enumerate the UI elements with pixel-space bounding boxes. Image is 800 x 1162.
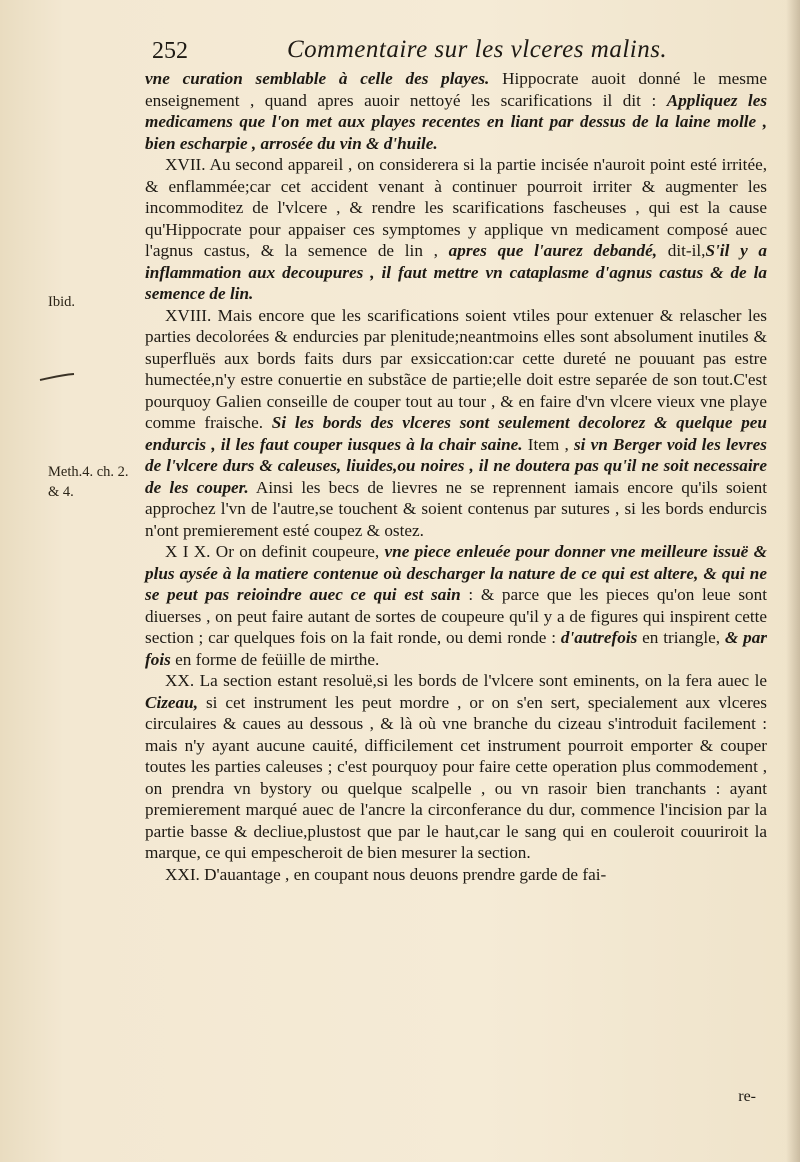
paragraph: [145, 154, 767, 305]
italic-passage: si vn Berger void les levres de l'vlcere durs & caleuses, liuides,ou noires , il ne doutera pas qu'il ne soit necessaire de les couper.: [145, 434, 767, 497]
paragraph: [145, 864, 767, 886]
text-passage: Ainsi les becs de lievres ne se reprennent iamais encore qu'ils soient approchez l'vn de l'autre,se touchent & soient contenus par sutures , si les bords endurcis n'ont premierement esté coupez & ostez.: [145, 477, 767, 540]
italic-passage: S'il y a inflammation aux decoupures , il faut mettre vn cataplasme d'agnus castus & de la semence de lin.: [145, 241, 768, 303]
paragraph: [145, 670, 767, 864]
italic-passage: vne curation semblable à celle des playes.: [145, 69, 490, 88]
text-passage: Item ,: [522, 434, 574, 454]
italic-passage: & par fois: [145, 628, 767, 669]
italic-passage: Si les bords des vlceres sont seulement decolorez & quelque peu endurcis , il les faut couper iusques à la chair saine.: [145, 413, 767, 454]
paragraph: [145, 541, 767, 670]
text-passage: XVIII. Mais encore que les scarifications soient vtiles pour extenuer & relascher les parties decolorées & endurcies par plenitude;neantmoins elles sont absolument inutiles & superfluës aux bords faits durs par exsiccation:car cette dureté ne pouuant pas estre humectée,n'y estre conuertie en substãce de partie;elle doit estre separée de son tout.C'est pourquoy Galien conseille de couper tout au tour , & en faire d'vn vlcere vieux vne playe comme fraische.: [145, 305, 767, 432]
text-passage: en forme de feüille de mirthe.: [170, 649, 380, 669]
italic-passage: Cizeau,: [145, 692, 199, 712]
text-passage: XXI. D'auantage , en coupant nous deuons prendre garde de fai-: [165, 864, 607, 884]
catchword: re-: [738, 1088, 756, 1105]
italic-passage: d'autrefois: [560, 628, 638, 647]
body-text: [145, 68, 767, 885]
text-passage: XVII. Au second appareil , on considerera si la partie incisée n'auroit point esté irritée, & enflammée;car cet accident venant à continuer pourroit irriter & augmenter les incommoditez de l'vlcere , & rendre les scarifications fascheuses , qui est la cause qu'Hippocrate pour appaiser ces symptomes y applique vn medicament composé auec l'agnus castus, & la semence de lin ,: [145, 155, 767, 260]
margin-note-meth: Meth.4. ch. 2. & 4.: [48, 464, 129, 500]
text-passage: XX. La section estant resoluë,si les bords de l'vlcere sont eminents, on la fera auec le: [165, 671, 767, 690]
paragraph: [145, 68, 767, 154]
text-passage: dit-il,: [657, 241, 706, 260]
text-passage: Hippocrate auoit donné le mesme enseignement , quand apres auoir nettoyé les scarifications il dit :: [145, 69, 767, 110]
page-number: 252: [152, 38, 188, 64]
running-title: Commentaire sur les vlceres malins.: [287, 36, 668, 63]
text-passage: X I X. Or on definit coupeure,: [165, 542, 385, 561]
italic-passage: Appliquez les medicamens que l'on met aux playes recentes en liant par dessus de la laine molle , bien escharpie , arrosée du vin & d'huile.: [145, 90, 768, 153]
page-binding-shadow: [786, 0, 800, 1162]
margin-note-ibid: Ibid.: [48, 294, 75, 310]
page-header: [152, 36, 740, 68]
text-passage: en triangle,: [637, 628, 725, 647]
ink-mark-icon: [38, 372, 78, 382]
text-passage: si cet instrument les peut mordre , or on s'en sert, specialement aux vlceres circulaires & caues au dessous , & là où vne branche du cizeau s'introduit facilement : mais n'y ayant aucune cauité, difficilement cet instrument pourroit emporter & couper toutes les parties caleuses ; c'est pourquoy pour faire cette operation plus commodement , on prendra vn bystory ou quelque scalpelle , ou vn rasoir bien tranchants : ayant premierement marqué auec de l'ancre la circonferance du dur, commence l'incision par la partie basse & decliue,plustost que par le haut,car le sang qui en couleroit couuriroit la marque, ce qui empescheroit de bien mesurer la section.: [145, 692, 767, 862]
italic-passage: vne piece enleuée pour donner vne meilleure issuë & plus aysée à la matiere contenue où descharger la nature de ce qui est altere, & qui ne se peut pas reioindre auec ce qui est sain: [145, 542, 767, 604]
text-passage: : & parce que les pieces qu'on leue sont diuerses , on peut faire autant de sortes de coupeure qu'il y a de figures qui inspirent cette section ; car quelques fois on la fait ronde, ou demi ronde :: [145, 585, 767, 647]
paragraph: [145, 305, 767, 542]
italic-passage: apres que l'aurez debandé,: [448, 241, 658, 260]
